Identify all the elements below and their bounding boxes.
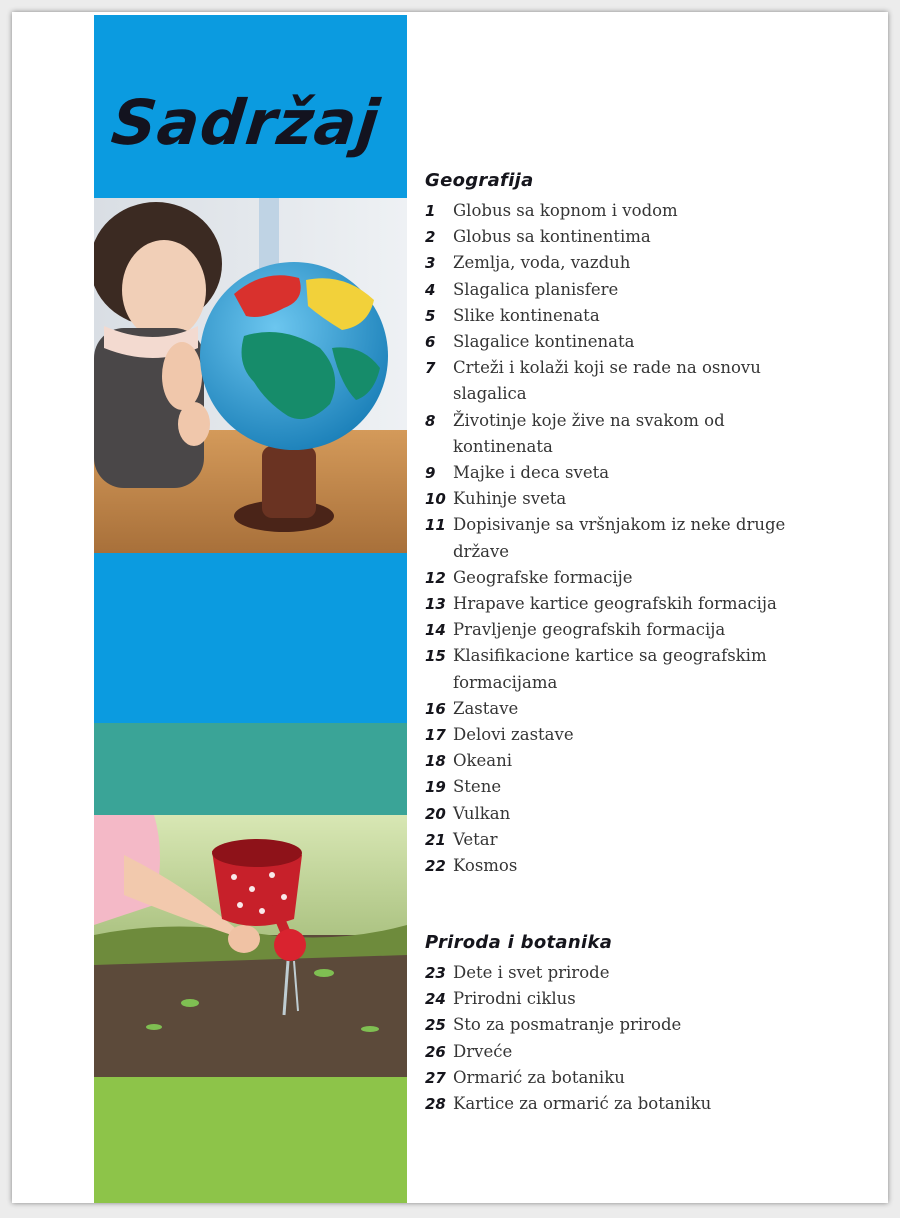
toc-section-priroda-i-botanika	[425, 928, 845, 1117]
toc-item[interactable]	[425, 198, 845, 224]
toc-text: Slagalica planisfere	[453, 279, 619, 299]
toc-number: 8	[425, 411, 436, 430]
toc-item[interactable]	[425, 250, 845, 276]
toc-number: 2	[425, 228, 436, 247]
book-page	[12, 12, 888, 1203]
toc-number: 28	[425, 1095, 446, 1114]
toc-item[interactable]	[425, 1065, 845, 1091]
toc-number: 27	[425, 1068, 446, 1087]
child-watering-plants-illustration	[94, 815, 407, 1077]
toc-text: Drveće	[453, 1041, 513, 1061]
toc-item[interactable]	[425, 303, 845, 329]
toc-section-geografija	[425, 166, 845, 879]
toc-item[interactable]	[425, 355, 845, 407]
toc-number: 22	[425, 857, 446, 876]
toc-item[interactable]	[425, 774, 845, 800]
toc-item[interactable]	[425, 617, 845, 643]
toc-number: 1	[425, 202, 436, 220]
toc-number: 19	[425, 778, 446, 797]
toc-text: Vulkan	[453, 803, 511, 823]
toc-number: 10	[425, 490, 446, 509]
toc-number: 17	[425, 726, 446, 745]
toc-text: Kartice za ormarić za botaniku	[453, 1094, 712, 1114]
toc-text: Hrapave kartice geografskih formacija	[453, 594, 777, 614]
toc-item[interactable]	[425, 696, 845, 722]
toc-item[interactable]	[425, 486, 845, 512]
toc-text: Prirodni ciklus	[453, 989, 576, 1009]
toc-text: Dete i svet prirode	[453, 963, 610, 982]
toc-number: 4	[425, 280, 436, 299]
toc-text: Globus sa kontinentima	[453, 227, 651, 247]
toc-item[interactable]	[425, 591, 845, 617]
toc-item[interactable]	[425, 512, 845, 564]
teal-band	[94, 723, 407, 815]
globe-photo	[94, 198, 407, 553]
toc-text: Geografske formacije	[453, 567, 633, 587]
toc-number: 24	[425, 990, 446, 1009]
toc-number: 13	[425, 595, 446, 614]
toc-item[interactable]	[425, 827, 845, 853]
toc-text: Okeani	[453, 751, 513, 771]
toc-number: 14	[425, 621, 446, 640]
toc-item[interactable]	[425, 853, 845, 879]
toc-number: 12	[425, 568, 446, 587]
toc-text: Zastave	[453, 698, 519, 718]
toc-item[interactable]	[425, 960, 845, 986]
green-band	[94, 1077, 407, 1203]
toc-number: 15	[425, 647, 446, 666]
watering-photo	[94, 815, 407, 1077]
toc-number: 5	[425, 306, 436, 325]
toc-item[interactable]	[425, 1091, 845, 1117]
page-title: Sadržaj	[108, 86, 384, 159]
toc-item[interactable]	[425, 1012, 845, 1038]
toc-text: Životinje koje žive na svakom od kontinenata	[453, 410, 725, 456]
blue-band	[94, 553, 407, 723]
toc-text: Delovi zastave	[453, 725, 574, 745]
toc-number: 20	[425, 804, 446, 823]
toc-item[interactable]	[425, 801, 845, 827]
toc-number: 11	[425, 516, 446, 535]
toc-list	[425, 198, 845, 879]
toc-number: 18	[425, 752, 446, 771]
toc-item[interactable]	[425, 408, 845, 460]
toc-text: Stene	[453, 777, 502, 797]
toc-text: Dopisivanje sa vršnjakom iz neke druge države	[453, 515, 786, 561]
toc-text: Vetar	[453, 829, 498, 849]
toc-item[interactable]	[425, 460, 845, 486]
toc-text: Crteži i kolaži koji se rade na osnovu slagalica	[453, 358, 761, 404]
toc-list	[425, 960, 845, 1117]
toc-item[interactable]	[425, 565, 845, 591]
toc-item[interactable]	[425, 986, 845, 1012]
toc-number: 21	[425, 830, 446, 849]
toc-text: Slagalice kontinenata	[453, 332, 635, 352]
toc-text: Majke i deca sveta	[453, 463, 610, 483]
toc-item[interactable]	[425, 329, 845, 355]
toc-number: 25	[425, 1016, 446, 1035]
toc-item[interactable]	[425, 748, 845, 774]
toc-item[interactable]	[425, 1039, 845, 1065]
toc-item[interactable]	[425, 722, 845, 748]
toc-item[interactable]	[425, 224, 845, 250]
toc-number: 9	[425, 464, 436, 483]
toc-text: Globus sa kopnom i vodom	[453, 201, 678, 220]
toc-item[interactable]	[425, 277, 845, 303]
toc-number: 26	[425, 1042, 446, 1061]
toc-number: 7	[425, 359, 436, 378]
toc-text: Ormarić za botaniku	[453, 1067, 625, 1087]
toc-text: Kosmos	[453, 856, 518, 876]
toc-text: Sto za posmatranje prirode	[453, 1015, 682, 1035]
toc-text: Pravljenje geografskih formacija	[453, 620, 726, 640]
toc-number: 16	[425, 699, 446, 718]
toc-text: Zemlja, voda, vazduh	[453, 253, 631, 273]
toc-item[interactable]	[425, 643, 845, 695]
toc-number: 23	[425, 964, 446, 982]
toc-number: 6	[425, 333, 436, 352]
section-title: Geografija	[425, 170, 534, 191]
section-title: Priroda i botanika	[425, 932, 613, 953]
toc-text: Klasifikacione kartice sa geografskim formacijama	[453, 646, 767, 692]
toc-number: 3	[425, 254, 436, 273]
child-with-globe-illustration	[94, 198, 407, 553]
toc-text: Slike kontinenata	[453, 305, 600, 325]
toc-text: Kuhinje sveta	[453, 489, 567, 509]
